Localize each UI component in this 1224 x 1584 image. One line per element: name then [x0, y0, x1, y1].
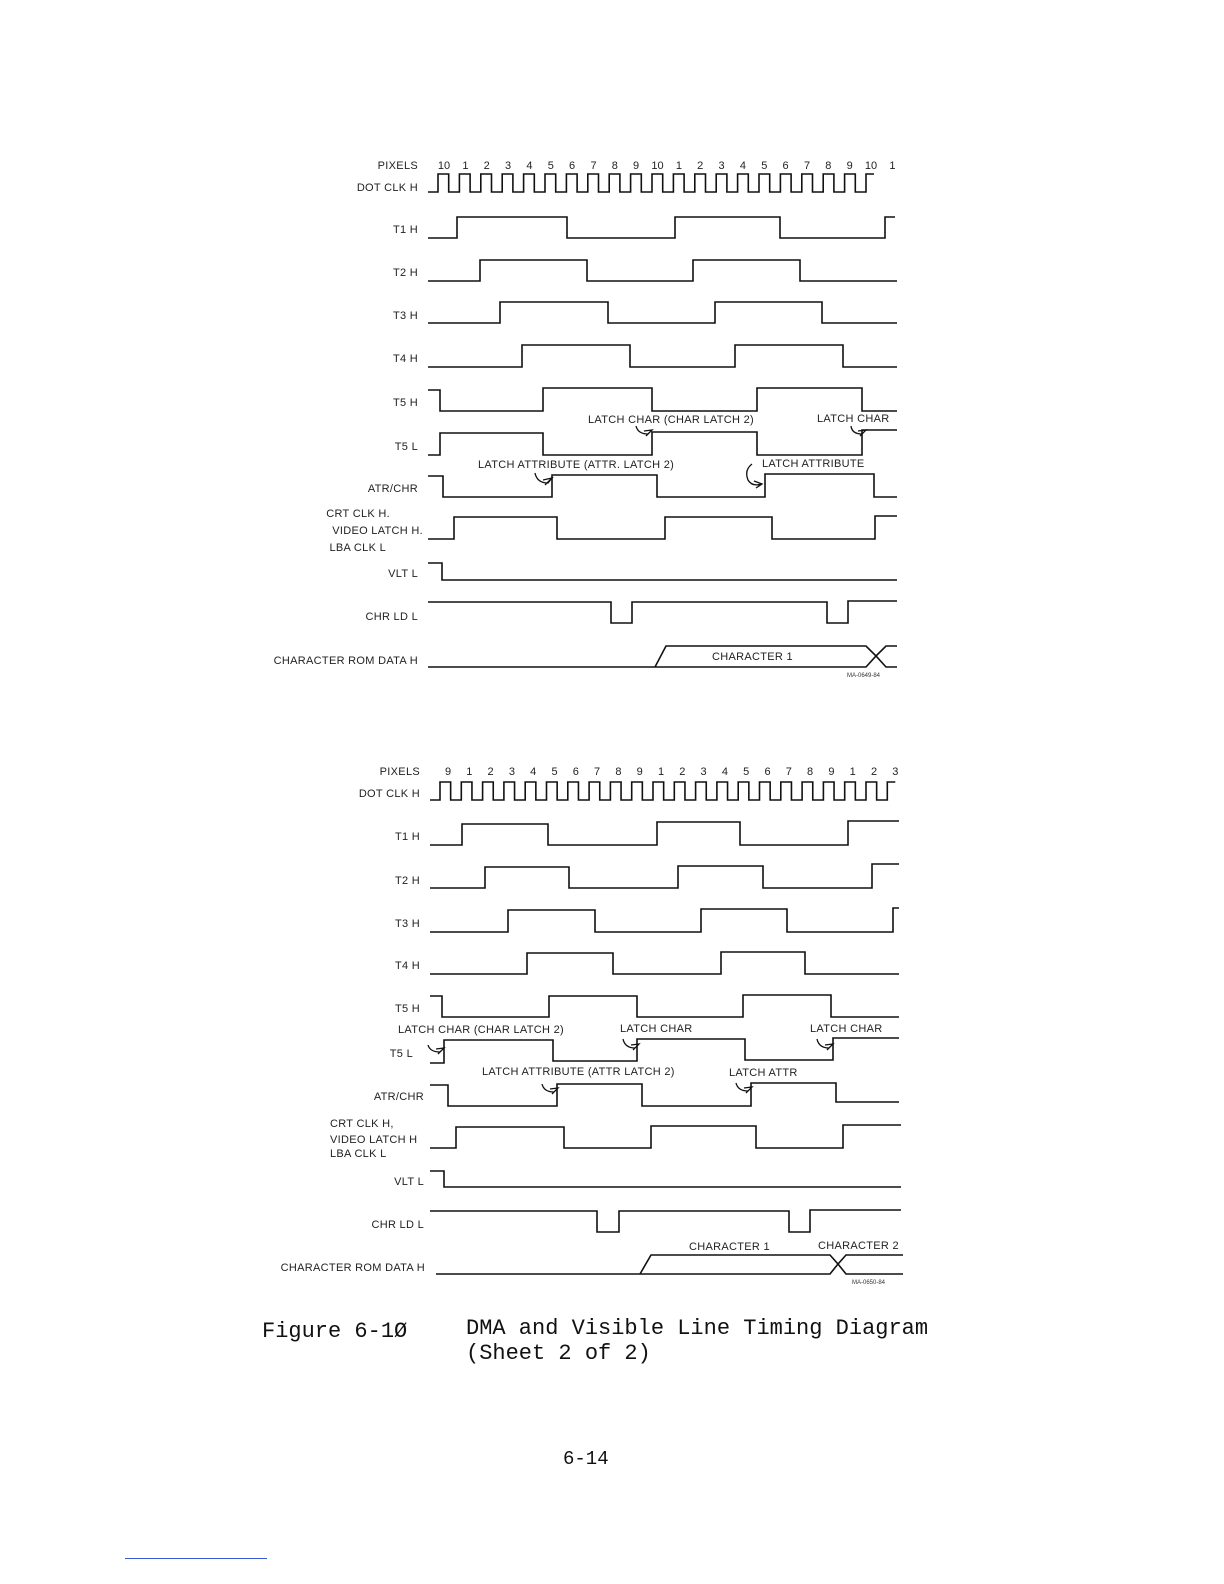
- pixel-numbers-2: [445, 766, 898, 778]
- t1-waveform: [428, 217, 895, 238]
- latch-char-annotation: LATCH CHAR (CHAR LATCH 2): [588, 414, 754, 426]
- sheet2-pixel-number: 8: [615, 766, 622, 778]
- char-rom-data-label-2: CHARACTER ROM DATA H: [280, 1262, 425, 1274]
- latch-char-annotation-2: LATCH CHAR: [817, 413, 890, 425]
- sheet1-pixel-number: 4: [739, 160, 746, 172]
- sheet2-pixel-number: 1: [466, 766, 473, 778]
- t3-label: T3 H: [392, 310, 418, 322]
- figure-title-line-1: DMA and Visible Line Timing Diagram: [466, 1316, 929, 1341]
- sheet1-pixel-number: 8: [611, 160, 618, 172]
- dot-clk-label-2: DOT CLK H: [358, 788, 420, 800]
- t1-label: T1 H: [392, 224, 418, 236]
- sheet2-pixel-number: 3: [700, 766, 707, 778]
- sheet2-pixel-number: 3: [892, 766, 899, 778]
- sheet1-pixel-number: 4: [526, 160, 533, 172]
- character-2-label: CHARACTER 2: [818, 1240, 899, 1252]
- char-rom-data-waveform-2: [436, 1255, 903, 1274]
- crt-clk-label-1: CRT CLK H.: [326, 508, 390, 520]
- latch-attr-arrow: [736, 1083, 752, 1093]
- sheet1-pixel-number: 1: [675, 160, 682, 172]
- sheet1-pixel-number: 5: [547, 160, 554, 172]
- latch-char-arrow-5: [817, 1039, 833, 1050]
- crt-clk-label-6: LBA CLK L: [330, 1148, 387, 1160]
- crt-clk-waveform-2: [430, 1125, 901, 1148]
- sheet1-pixel-number: 7: [590, 160, 597, 172]
- latch-attribute-arrow-3: [542, 1084, 558, 1094]
- sheet1-pixel-number: 2: [697, 160, 704, 172]
- pixels-label-2: PIXELS: [379, 766, 420, 778]
- sheet2-pixel-number: 7: [785, 766, 792, 778]
- sheet2-pixel-number: 8: [807, 766, 814, 778]
- sheet2-pixel-number: 5: [551, 766, 558, 778]
- latch-char-arrow-2: [851, 426, 866, 436]
- t1-label-2: T1 H: [394, 831, 420, 843]
- vlt-waveform-2: [430, 1171, 901, 1187]
- crt-clk-waveform: [428, 516, 897, 539]
- atr-chr-label: ATR/CHR: [367, 483, 418, 495]
- t5l-label: T5 L: [394, 441, 418, 453]
- figure-number: Figure 6-1Ø: [262, 1319, 408, 1344]
- diagram-code-2: MA-0650-84: [852, 1280, 886, 1286]
- sheet2-pixel-number: 2: [487, 766, 494, 778]
- latch-attribute-arrow: [535, 473, 552, 485]
- character-1-label: CHARACTER 1: [712, 651, 793, 663]
- latch-char-annotation-4: LATCH CHAR: [620, 1023, 693, 1035]
- t3-waveform: [428, 302, 897, 323]
- crt-clk-label-2: VIDEO LATCH H.: [332, 525, 423, 537]
- sheet1-pixel-number: 10: [437, 160, 451, 172]
- sheet2-pixel-number: 9: [636, 766, 643, 778]
- sheet1-pixel-number: 6: [782, 160, 789, 172]
- sheet1-pixel-number: 8: [825, 160, 832, 172]
- t5h-label: T5 H: [392, 397, 418, 409]
- sheet2-pixel-number: 3: [508, 766, 515, 778]
- latch-char-annotation-3: LATCH CHAR (CHAR LATCH 2): [398, 1024, 564, 1036]
- char-rom-data-label: CHARACTER ROM DATA H: [273, 655, 418, 667]
- crt-clk-label-5: VIDEO LATCH H: [330, 1134, 418, 1146]
- sheet1-pixel-number: 3: [718, 160, 725, 172]
- char-rom-data-waveform: [428, 646, 897, 667]
- chr-ld-label-2: CHR LD L: [371, 1219, 424, 1231]
- sheet1-pixel-number: 1: [462, 160, 469, 172]
- pixel-numbers: [438, 160, 896, 172]
- atr-chr-waveform-2: [430, 1083, 899, 1106]
- crt-clk-label-4: CRT CLK H,: [330, 1118, 394, 1130]
- t5l-waveform: [428, 430, 897, 455]
- crt-clk-label-3: LBA CLK L: [329, 542, 386, 554]
- chr-ld-label: CHR LD L: [365, 611, 418, 623]
- sheet1-pixel-number: 2: [483, 160, 490, 172]
- t1-waveform-2: [430, 821, 899, 845]
- character-1-label-2: CHARACTER 1: [689, 1241, 770, 1253]
- sheet2-pixel-number: 6: [764, 766, 771, 778]
- latch-attribute-annotation: LATCH ATTRIBUTE (ATTR. LATCH 2): [478, 459, 675, 471]
- t2-label-2: T2 H: [394, 875, 420, 887]
- t5l-label-2: T5 L: [389, 1048, 413, 1060]
- t4-waveform-2: [430, 952, 899, 974]
- latch-char-annotation-5: LATCH CHAR: [810, 1023, 883, 1035]
- t4-waveform: [428, 345, 897, 367]
- sheet2-pixel-number: 9: [828, 766, 835, 778]
- t5l-waveform-2: [430, 1038, 899, 1063]
- timing-diagram-sheet-bottom: [281, 766, 903, 1286]
- sheet2-pixel-number: 2: [679, 766, 686, 778]
- diagram-code: MA-0649-84: [847, 673, 881, 679]
- chr-ld-waveform: [428, 601, 897, 623]
- sheet2-pixel-number: 1: [657, 766, 665, 778]
- sheet1-pixel-number: 3: [505, 160, 512, 172]
- t2-label: T2 H: [392, 267, 418, 279]
- sheet1-pixel-number: 6: [569, 160, 576, 172]
- sheet2-pixel-number: 5: [743, 766, 750, 778]
- chr-ld-waveform-2: [430, 1210, 901, 1232]
- t3-waveform-2: [430, 908, 899, 932]
- sheet2-pixel-number: 6: [572, 766, 579, 778]
- latch-attribute-annotation-3: LATCH ATTRIBUTE (ATTR LATCH 2): [482, 1066, 675, 1078]
- t5h-label-2: T5 H: [394, 1003, 420, 1015]
- sheet2-pixel-number: 2: [870, 766, 878, 778]
- t2-waveform-2: [430, 864, 899, 888]
- t4-label-2: T4 H: [394, 960, 420, 972]
- t4-label: T4 H: [392, 353, 418, 365]
- vlt-label: VLT L: [388, 568, 418, 580]
- timing-diagram-sheet-top: [274, 160, 897, 679]
- sheet1-pixel-number: 9: [633, 160, 640, 172]
- figure-title-line-2: (Sheet 2 of 2): [466, 1341, 651, 1366]
- atr-chr-label-2: ATR/CHR: [373, 1091, 424, 1103]
- vlt-label-2: VLT L: [394, 1176, 424, 1188]
- sheet1-pixel-number: 9: [846, 160, 853, 172]
- t5h-waveform-2: [430, 995, 899, 1017]
- sheet2-pixel-number: 4: [721, 766, 728, 778]
- dot-clk-waveform-2: [430, 782, 895, 800]
- t5h-waveform: [428, 388, 897, 411]
- dot-clk-waveform: [428, 174, 874, 192]
- t2-waveform: [428, 260, 897, 281]
- sheet1-pixel-number: 10: [651, 160, 664, 172]
- page-number: 6-14: [563, 1448, 609, 1470]
- vlt-waveform: [428, 563, 897, 580]
- dot-clk-label: DOT CLK H: [356, 182, 418, 194]
- sheet1-pixel-number: 7: [803, 160, 811, 172]
- sheet1-pixel-number: 10: [864, 160, 878, 172]
- latch-attribute-annotation-2: LATCH ATTRIBUTE: [762, 458, 865, 470]
- footer-rule: [125, 1558, 267, 1559]
- latch-attribute-arrow-2: [747, 464, 762, 488]
- sheet2-pixel-number: 7: [594, 766, 601, 778]
- latch-attr-annotation: LATCH ATTR: [729, 1067, 798, 1079]
- sheet2-pixel-number: 1: [849, 766, 856, 778]
- sheet1-pixel-number: 5: [761, 160, 768, 172]
- sheet2-pixel-number: 9: [444, 766, 452, 778]
- sheet1-pixel-number: 1: [889, 160, 896, 172]
- sheet2-pixel-number: 4: [530, 766, 537, 778]
- latch-char-arrow-3: [428, 1045, 444, 1054]
- t3-label-2: T3 H: [394, 918, 420, 930]
- atr-chr-waveform: [428, 474, 897, 497]
- pixels-label: PIXELS: [377, 160, 418, 172]
- latch-char-arrow: [636, 426, 652, 436]
